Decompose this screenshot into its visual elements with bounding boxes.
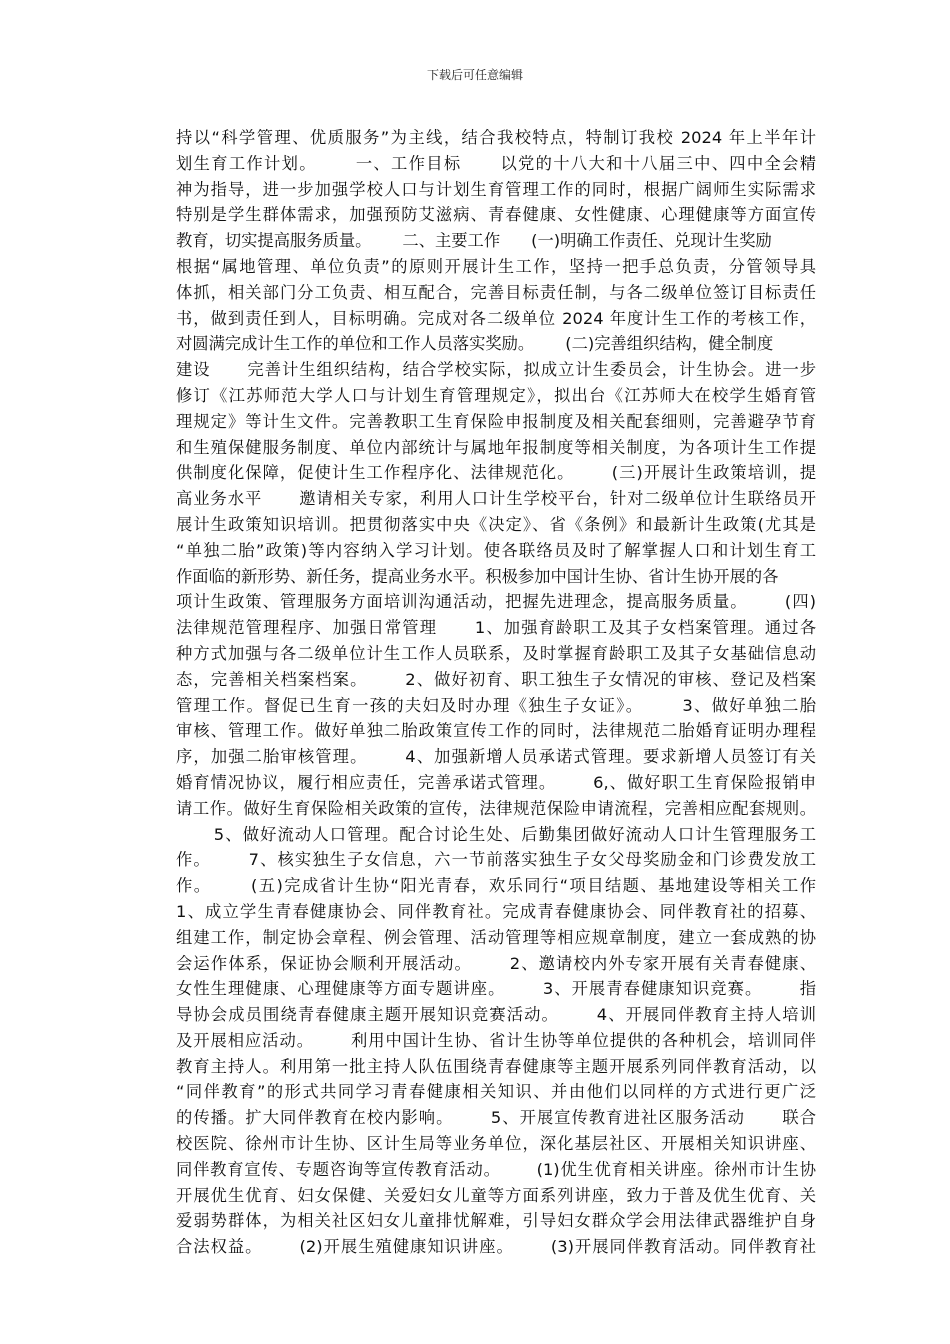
text-line: 5、做好流动人口管理。配合讨论生处、后勤集团做好流动人口计生管理服务工 [176,824,816,844]
text-line: 会运作体系，保证协会顺利开展活动。 2、邀请校内外专家开展有关青春健康、 [176,953,816,973]
text-line: 请工作。做好生育保险相关政策的宣传，法律规范保险申请流程，完善相应配套规则。 [176,798,816,818]
text-line: 建设 完善计生组织结构，结合学校实际，拟成立计生委员会，计生协会。进一步 [176,360,816,380]
text-line: 和生殖保健服务制度、单位内部统计与属地年报制度等相关制度，为各项计生工作提 [176,437,816,457]
text-line: 婚育情况协议，履行相应责任，完善承诺式管理。 6,、做好职工生育保险报销申 [176,772,816,792]
text-line: 开展优生优育、妇女保健、关爱妇女儿童等方面系列讲座，致力于普及优生优育、关 [176,1185,816,1205]
text-line: “单独二胎”政策)等内容纳入学习计划。使各联络员及时了解掌握人口和计划生育工 [176,540,816,560]
text-line: 划生育工作计划。 一、工作目标 以党的十八大和十八届三中、四中全会精 [176,153,816,173]
text-line: 理规定》等计生文件。完善教职工生育保险申报制度及相关配套细则，完善避孕节育 [176,411,816,431]
page-header: 下载后可任意编辑 [426,68,523,82]
text-line: 展计生政策知识培训。把贯彻落实中央《决定》、省《条例》和最新计生政策(尤其是 [176,514,816,534]
text-line: 管理工作。督促已生育一孩的夫妇及时办理《独生子女证》。 3、做好单独二胎 [176,695,816,715]
text-line: 修订《江苏师范大学人口与计划生育管理规定》，拟出台《江苏师大在校学生婚育管 [176,385,816,405]
text-line: 根据“属地管理、单位负责”的原则开展计生工作，坚持一把手总负责，分管领导具 [176,256,816,276]
text-line: 项计生政策、管理服务方面培训沟通活动，把握先进理念，提高服务质量。 (四) [176,592,816,612]
text-line: 序，加强二胎审核管理。 4、加强新增人员承诺式管理。要求新增人员签订有关 [176,747,816,767]
text-line: 态，完善相关档案档案。 2、做好初育、职工独生子女情况的审核、登记及档案 [176,669,816,689]
text-line: 的传播。扩大同伴教育在校内影响。 5、开展宣传教育进社区服务活动 联合 [176,1108,816,1128]
text-line: 对圆满完成计生工作的单位和工作人员落实奖励。 (二)完善组织结构，健全制度 [176,334,774,354]
text-line: 同伴教育宣传、专题咨询等宣传教育活动。 (1)优生优育相关讲座。徐州市计生协 [176,1159,816,1179]
text-line: 法律规范管理程序、加强日常管理 1、加强育龄职工及其子女档案管理。通过各 [176,618,816,638]
document-body [176,125,816,1260]
text-line: 高业务水平 邀请相关专家，利用人口计生学校平台，针对二级单位计生联络员开 [176,489,816,509]
text-line: 教育主持人。利用第一批主持人队伍围绕青春健康等主题开展系列同伴教育活动，以 [176,1056,816,1076]
text-line: 校医院、徐州市计生协、区计生局等业务单位，深化基层社区、开展相关知识讲座、 [176,1134,816,1154]
text-line: 书，做到责任到人，目标明确。完成对各二级单位 2024 年度计生工作的考核工作， [176,308,816,328]
text-line: “同伴教育”的形式共同学习青春健康相关知识、并由他们以同样的方式进行更广泛 [176,1082,816,1102]
text-line: 供制度化保障，促使计生工作程序化、法律规范化。 (三)开展计生政策培训，提 [176,463,816,483]
text-line: 女性生理健康、心理健康等方面专题讲座。 3、开展青春健康知识竞赛。 指 [176,979,816,999]
text-line: 体抓，相关部门分工负责、相互配合，完善目标责任制，与各二级单位签订目标责任 [176,282,816,302]
text-line: 教育，切实提高服务质量。 二、主要工作 (一)明确工作责任、兑现计生奖励 [176,231,772,251]
text-line: 特别是学生群体需求，加强预防艾滋病、青春健康、女性健康、心理健康等方面宣传 [176,205,816,225]
text-line: 组建工作，制定协会章程、例会管理、活动管理等相应规章制度，建立一套成熟的协 [176,927,816,947]
text-line: 及开展相应活动。 利用中国计生协、省计生协等单位提供的各种机会，培训同伴 [176,1030,816,1050]
text-line: 种方式加强与各二级单位计生工作人员联系，及时掌握育龄职工及其子女基础信息动 [176,643,816,663]
text-line: 持以“科学管理、优质服务”为主线，结合我校特点，特制订我校 2024 年上半年计 [176,128,816,147]
text-line: 爱弱势群体，为相关社区妇女儿童排忧解难，引导妇女群众学会用法律武器维护自身 [176,1211,816,1231]
text-line: 合法权益。 (2)开展生殖健康知识讲座。 (3)开展同伴教育活动。同伴教育社 [176,1237,816,1257]
text-line: 导协会成员围绕青春健康主题开展知识竞赛活动。 4、开展同伴教育主持人培训 [176,1005,816,1025]
text-line: 作面临的新形势、新任务，提高业务水平。积极参加中国计生协、省计生协开展的各 [176,566,779,586]
text-line: 1、成立学生青春健康协会、同伴教育社。完成青春健康协会、同伴教育社的招募、 [176,901,816,921]
text-line: 作。 (五)完成省计生协“阳光青春，欢乐同行“项目结题、基地建设等相关工作 [176,876,816,896]
text-line: 神为指导，进一步加强学校人口与计划生育管理工作的同时，根据广阔师生实际需求 [176,179,816,199]
text-line: 审核、管理工作。做好单独二胎政策宣传工作的同时，法律规范二胎婚育证明办理程 [176,721,816,741]
text-line: 作。 7、核实独生子女信息，六一节前落实独生子女父母奖励金和门诊费发放工 [176,850,816,870]
